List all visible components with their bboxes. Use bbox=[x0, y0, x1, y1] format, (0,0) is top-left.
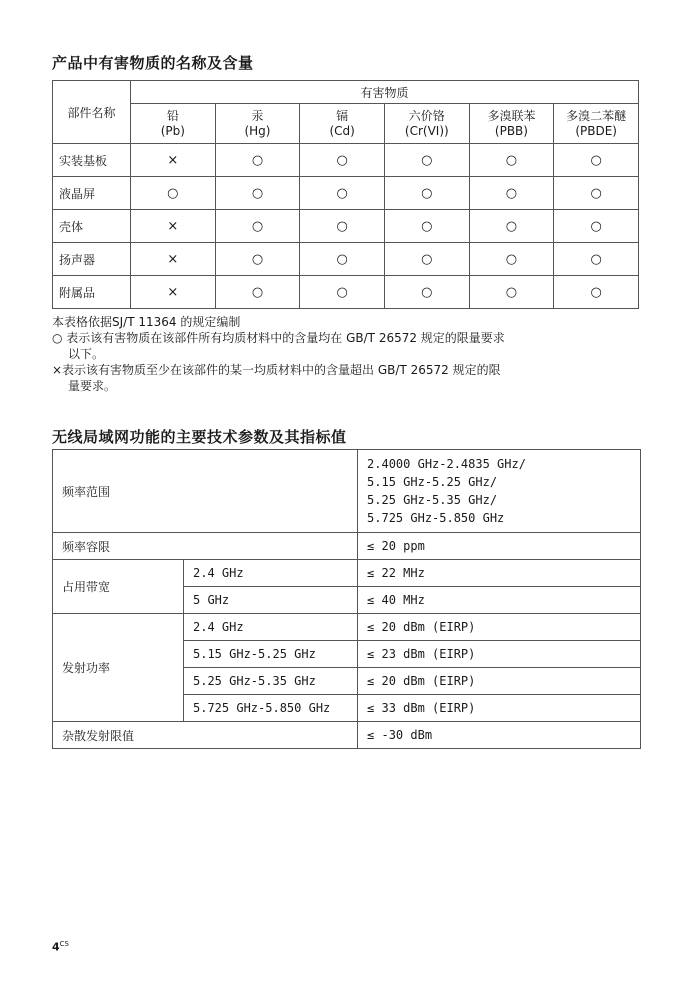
note-cross-meaning-cont: 量要求。 bbox=[68, 379, 117, 393]
bandwidth-value: ≤ 40 MHz bbox=[358, 587, 641, 614]
power-band: 5.725 GHz-5.850 GHz bbox=[184, 695, 358, 722]
freq-tolerance-label: 频率容限 bbox=[53, 533, 358, 560]
part-name: 壳体 bbox=[53, 210, 131, 243]
substance-mark: ○ bbox=[554, 243, 639, 276]
substance-mark: ○ bbox=[469, 210, 554, 243]
power-band: 5.15 GHz-5.25 GHz bbox=[184, 641, 358, 668]
bandwidth-band: 2.4 GHz bbox=[184, 560, 358, 587]
substance-mark: ○ bbox=[215, 276, 300, 309]
table-row bbox=[53, 144, 639, 177]
power-value: ≤ 33 dBm (EIRP) bbox=[358, 695, 641, 722]
substance-header-pbb: 多溴联苯 (PBB) bbox=[469, 104, 554, 144]
page-number-value: 4 bbox=[52, 940, 60, 954]
freq-range-label: 频率范围 bbox=[53, 450, 358, 533]
part-name: 液晶屏 bbox=[53, 177, 131, 210]
substance-mark: ○ bbox=[215, 210, 300, 243]
substance-mark: ○ bbox=[300, 177, 385, 210]
substance-mark: ○ bbox=[554, 210, 639, 243]
bandwidth-label: 占用带宽 bbox=[53, 560, 184, 614]
substance-mark: ○ bbox=[384, 243, 469, 276]
wlan-spec-table bbox=[52, 449, 641, 749]
section-title-hazardous-substances: 产品中有害物质的名称及含量 bbox=[52, 54, 254, 72]
power-value: ≤ 20 dBm (EIRP) bbox=[358, 668, 641, 695]
bandwidth-band: 5 GHz bbox=[184, 587, 358, 614]
table-row bbox=[53, 210, 639, 243]
power-value: ≤ 23 dBm (EIRP) bbox=[358, 641, 641, 668]
substance-mark: ○ bbox=[384, 177, 469, 210]
substance-mark: ○ bbox=[215, 144, 300, 177]
substance-mark: ○ bbox=[300, 276, 385, 309]
note-circle-meaning: ○ 表示该有害物质在该部件所有均质材料中的含量均在 GB/T 26572 规定的限量要求 bbox=[52, 331, 505, 345]
table-row bbox=[53, 560, 641, 587]
substance-mark: ○ bbox=[554, 276, 639, 309]
substance-mark: ○ bbox=[469, 276, 554, 309]
table-row bbox=[53, 722, 641, 749]
substance-mark: ○ bbox=[554, 144, 639, 177]
bandwidth-value: ≤ 22 MHz bbox=[358, 560, 641, 587]
substance-mark: ○ bbox=[384, 144, 469, 177]
substance-header-hg: 汞 (Hg) bbox=[215, 104, 300, 144]
power-band: 5.25 GHz-5.35 GHz bbox=[184, 668, 358, 695]
table-notes bbox=[52, 314, 652, 394]
substance-mark: ○ bbox=[384, 210, 469, 243]
note-basis: 本表格依据SJ/T 11364 的规定编制 bbox=[52, 315, 241, 329]
substance-mark: ○ bbox=[300, 210, 385, 243]
substance-mark: ○ bbox=[469, 144, 554, 177]
substance-mark: × bbox=[131, 210, 216, 243]
part-name: 实装基板 bbox=[53, 144, 131, 177]
power-label: 发射功率 bbox=[53, 614, 184, 722]
section-title-wlan-specs: 无线局域网功能的主要技术参数及其指标值 bbox=[52, 428, 347, 446]
substance-header-pb: 铅 (Pb) bbox=[131, 104, 216, 144]
part-name: 附属品 bbox=[53, 276, 131, 309]
substance-mark: × bbox=[131, 144, 216, 177]
note-cross-meaning: ×表示该有害物质至少在该部件的某一均质材料中的含量超出 GB/T 26572 规定的限 bbox=[52, 363, 501, 377]
spurious-label: 杂散发射限值 bbox=[53, 722, 358, 749]
part-name: 扬声器 bbox=[53, 243, 131, 276]
substance-mark: ○ bbox=[215, 177, 300, 210]
substance-mark: ○ bbox=[300, 144, 385, 177]
freq-tolerance-value: ≤ 20 ppm bbox=[358, 533, 641, 560]
spurious-value: ≤ -30 dBm bbox=[358, 722, 641, 749]
table-row bbox=[53, 276, 639, 309]
substance-header-cr6: 六价铬 (Cr(VI)) bbox=[384, 104, 469, 144]
substance-mark: × bbox=[131, 276, 216, 309]
table-row bbox=[53, 614, 641, 641]
substance-mark: ○ bbox=[131, 177, 216, 210]
table-row bbox=[53, 450, 641, 533]
substance-mark: ○ bbox=[215, 243, 300, 276]
substance-mark: ○ bbox=[469, 243, 554, 276]
table-row bbox=[53, 533, 641, 560]
page-suffix: CS bbox=[59, 940, 69, 948]
substance-mark: ○ bbox=[384, 276, 469, 309]
power-band: 2.4 GHz bbox=[184, 614, 358, 641]
note-circle-meaning-cont: 以下。 bbox=[68, 347, 105, 361]
part-name-header: 部件名称 bbox=[53, 81, 131, 144]
freq-range-value: 2.4000 GHz-2.4835 GHz/ 5.15 GHz-5.25 GHz/ 5.25 GHz-5.35 GHz/ 5.725 GHz-5.850 GHz bbox=[358, 450, 641, 533]
hazardous-substance-table bbox=[52, 80, 639, 309]
table-row bbox=[53, 177, 639, 210]
substance-header-pbde: 多溴二苯醚 (PBDE) bbox=[554, 104, 639, 144]
power-value: ≤ 20 dBm (EIRP) bbox=[358, 614, 641, 641]
substance-mark: ○ bbox=[469, 177, 554, 210]
table-row bbox=[53, 243, 639, 276]
substance-header-cd: 镉 (Cd) bbox=[300, 104, 385, 144]
substance-mark: ○ bbox=[554, 177, 639, 210]
substance-mark: ○ bbox=[300, 243, 385, 276]
hazardous-substance-group-header: 有害物质 bbox=[131, 81, 639, 104]
substance-mark: × bbox=[131, 243, 216, 276]
page-number bbox=[52, 940, 69, 954]
